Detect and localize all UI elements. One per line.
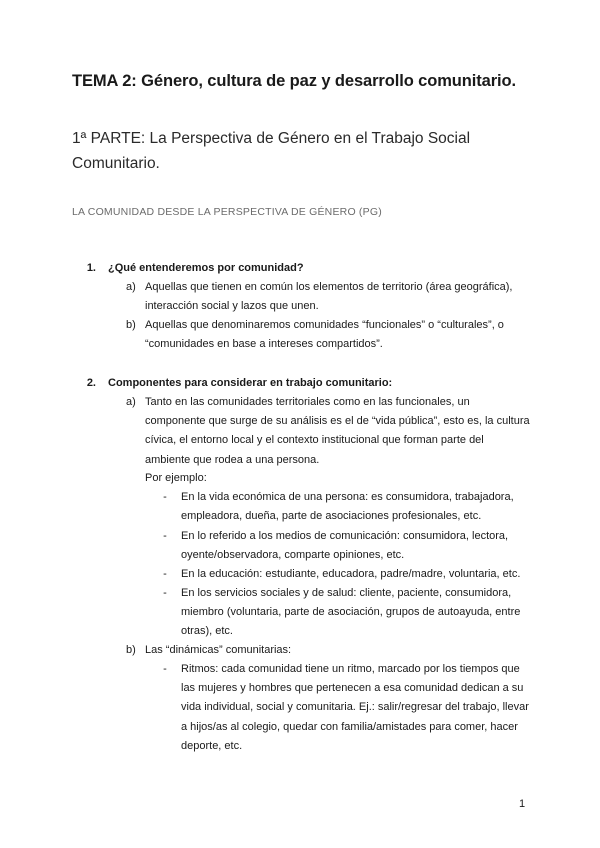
section-heading-1: ¿Qué entenderemos por comunidad? [108, 262, 304, 274]
dash-marker: - [163, 587, 167, 599]
example-lead: Por ejemplo: [145, 472, 207, 484]
bullet-text: En la educación: estudiante, educadora, padre/madre, voluntaria, etc. [181, 568, 521, 580]
section-number: 1. [86, 262, 96, 274]
dash-marker: - [163, 530, 167, 542]
section-number: 2. [86, 377, 96, 389]
section-heading-2: Componentes para considerar en trabajo comunitario: [108, 377, 393, 389]
list-letter: b) [126, 319, 136, 331]
dash-marker: - [163, 663, 167, 675]
document-subtitle: 1ª PARTE: La Perspectiva de Género en el Trabajo Social Comunitario. [72, 130, 471, 172]
bullet-text: En lo referido a los medios de comunicación: consumidora, lectora, oyente/observadora, comparte opiniones, etc. [181, 530, 509, 562]
list-letter: a) [126, 281, 136, 293]
dash-marker: - [163, 491, 167, 503]
list-letter: b) [126, 644, 136, 656]
list-item-text: Tanto en las comunidades territoriales como en las funcionales, un componente que surge de su análisis es el de “vida pública”, esto es, la cultura cívica, el entorno local y el contexto institucional que forman parte del ambiente que rodea a una persona. [145, 396, 530, 466]
section-heading: LA COMUNIDAD DESDE LA PERSPECTIVA DE GÉNERO (PG) [72, 206, 382, 218]
list-item-text: Aquellas que denominaremos comunidades “funcionales” o “culturales”, o “comunidades en base a intereses compartidos”. [145, 319, 504, 351]
dash-marker: - [163, 568, 167, 580]
bullet-text: Ritmos: cada comunidad tiene un ritmo, marcado por los tiempos que las mujeres y hombres que pertenecen a esa comunidad dedican a su vida individual, social y comunitaria. Ej.: salir/regresar del trabajo, llevar a hijos/as al colegio, quedar con familia/amistades para comer, hacer deporte, etc. [181, 663, 529, 752]
list-item-text: Aquellas que tienen en común los elementos de territorio (área geográfica), interacción social y lazos que unen. [145, 281, 513, 313]
page-number: 1 [519, 798, 526, 810]
document-title: TEMA 2: Género, cultura de paz y desarrollo comunitario. [72, 72, 516, 90]
list-letter: a) [126, 396, 136, 408]
list-item-text: Las “dinámicas” comunitarias: [145, 644, 292, 656]
bullet-text: En los servicios sociales y de salud: cliente, paciente, consumidora, miembro (voluntaria, parte de asociación, grupos de autoayuda, entre otras), etc. [181, 587, 521, 638]
bullet-text: En la vida económica de una persona: es consumidora, trabajadora, empleadora, dueña, parte de asociaciones profesionales, etc. [181, 491, 514, 523]
